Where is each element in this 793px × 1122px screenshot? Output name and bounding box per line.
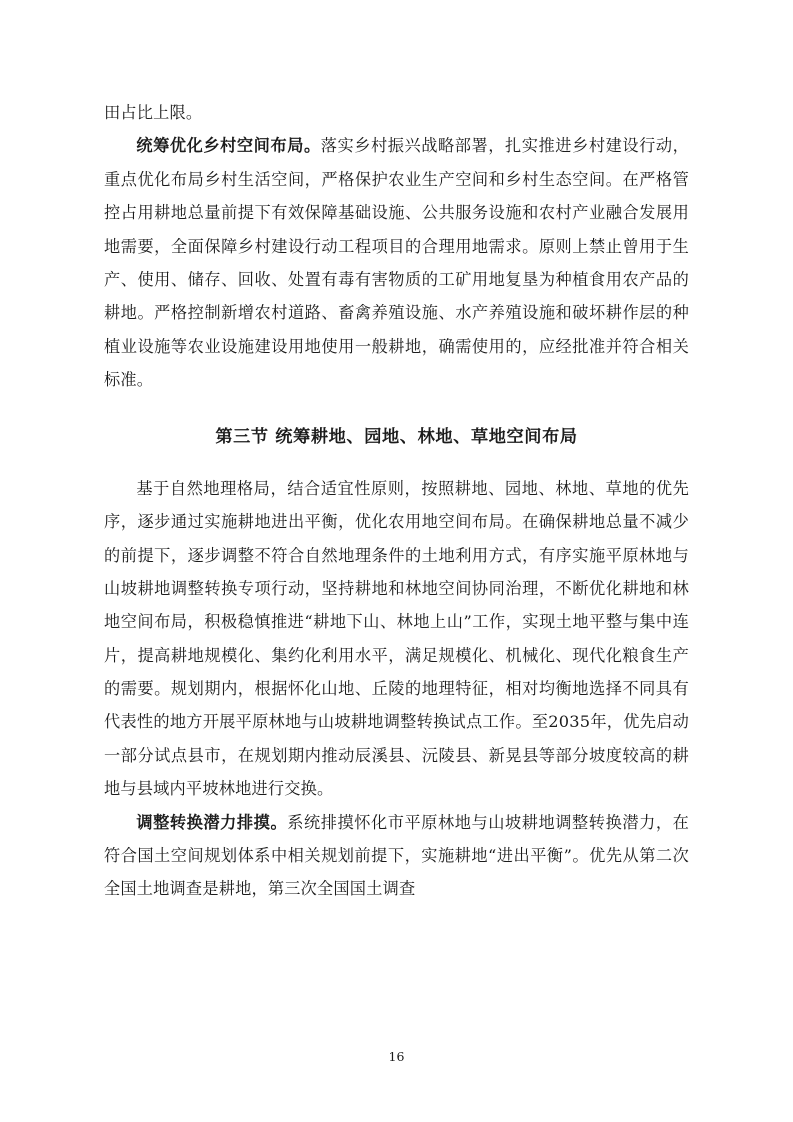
document-body xyxy=(104,96,689,906)
paragraph-rural-space xyxy=(104,129,689,396)
paragraph-lead: 调整转换潜力排摸。 xyxy=(136,812,288,832)
paragraph-text: 系统排摸怀化市平原林地与山坡耕地调整转换潜力，在符合国土空间规划体系中相关规划前提下，实施耕地“进出平衡”。优先从第二次全国土地调查是耕地，第三次全国国土调查 xyxy=(104,812,689,899)
paragraph-lead: 统筹优化乡村空间布局。 xyxy=(136,136,321,156)
section-heading: 第三节 统筹耕地、园地、林地、草地空间布局 xyxy=(215,427,578,448)
paragraph-text: 田占比上限。 xyxy=(104,103,203,122)
paragraph-potential-survey xyxy=(104,806,689,906)
paragraph-text: 落实乡村振兴战略部署，扎实推进乡村建设行动，重点优化布局乡村生活空间，严格保护农业生产空间和乡村生态空间。在严格管控占用耕地总量前提下有效保障基础设施、公共服务设施和农村产业融合发展用地需要，全面保障乡村建设行动工程项目的合理用地需求。原则上禁止曾用于生产、使用、储存、回收、处置有毒有害物质的工矿用地复垦为种植食用农产品的耕地。严格控制新增农村道路、畜禽养殖设施、水产养殖设施和破坏耕作层的种植业设施等农业设施建设用地使用一般耕地，确需使用的，应经批准并符合相关标准。 xyxy=(104,136,689,389)
paragraph-layout-basis xyxy=(104,472,689,806)
page-number: 16 xyxy=(388,1049,405,1064)
paragraph-continued xyxy=(104,96,689,129)
paragraph-text: 基于自然地理格局，结合适宜性原则，按照耕地、园地、林地、草地的优先序，逐步通过实施耕地进出平衡，优化农用地空间布局。在确保耕地总量不减少的前提下，逐步调整不符合自然地理条件的土地利用方式，有序实施平原林地与山坡耕地调整转换专项行动，坚持耕地和林地空间协同治理，不断优化耕地和林地空间布局，积极稳慎推进“耕地下山、林地上山”工作，实现土地平整与集中连片，提高耕地规模化、集约化利用水平，满足规模化、机械化、现代化粮食生产的需要。规划期内，根据怀化山地、丘陵的地理特征，相对均衡地选择不同具有代表性的地方开展平原林地与山坡耕地调整转换试点工作。至2035年，优先启动一部分试点县市，在规划期内推动辰溪县、沅陵县、新晃县等部分坡度较高的耕地与县域内平坡林地进行交换。 xyxy=(104,478,689,799)
